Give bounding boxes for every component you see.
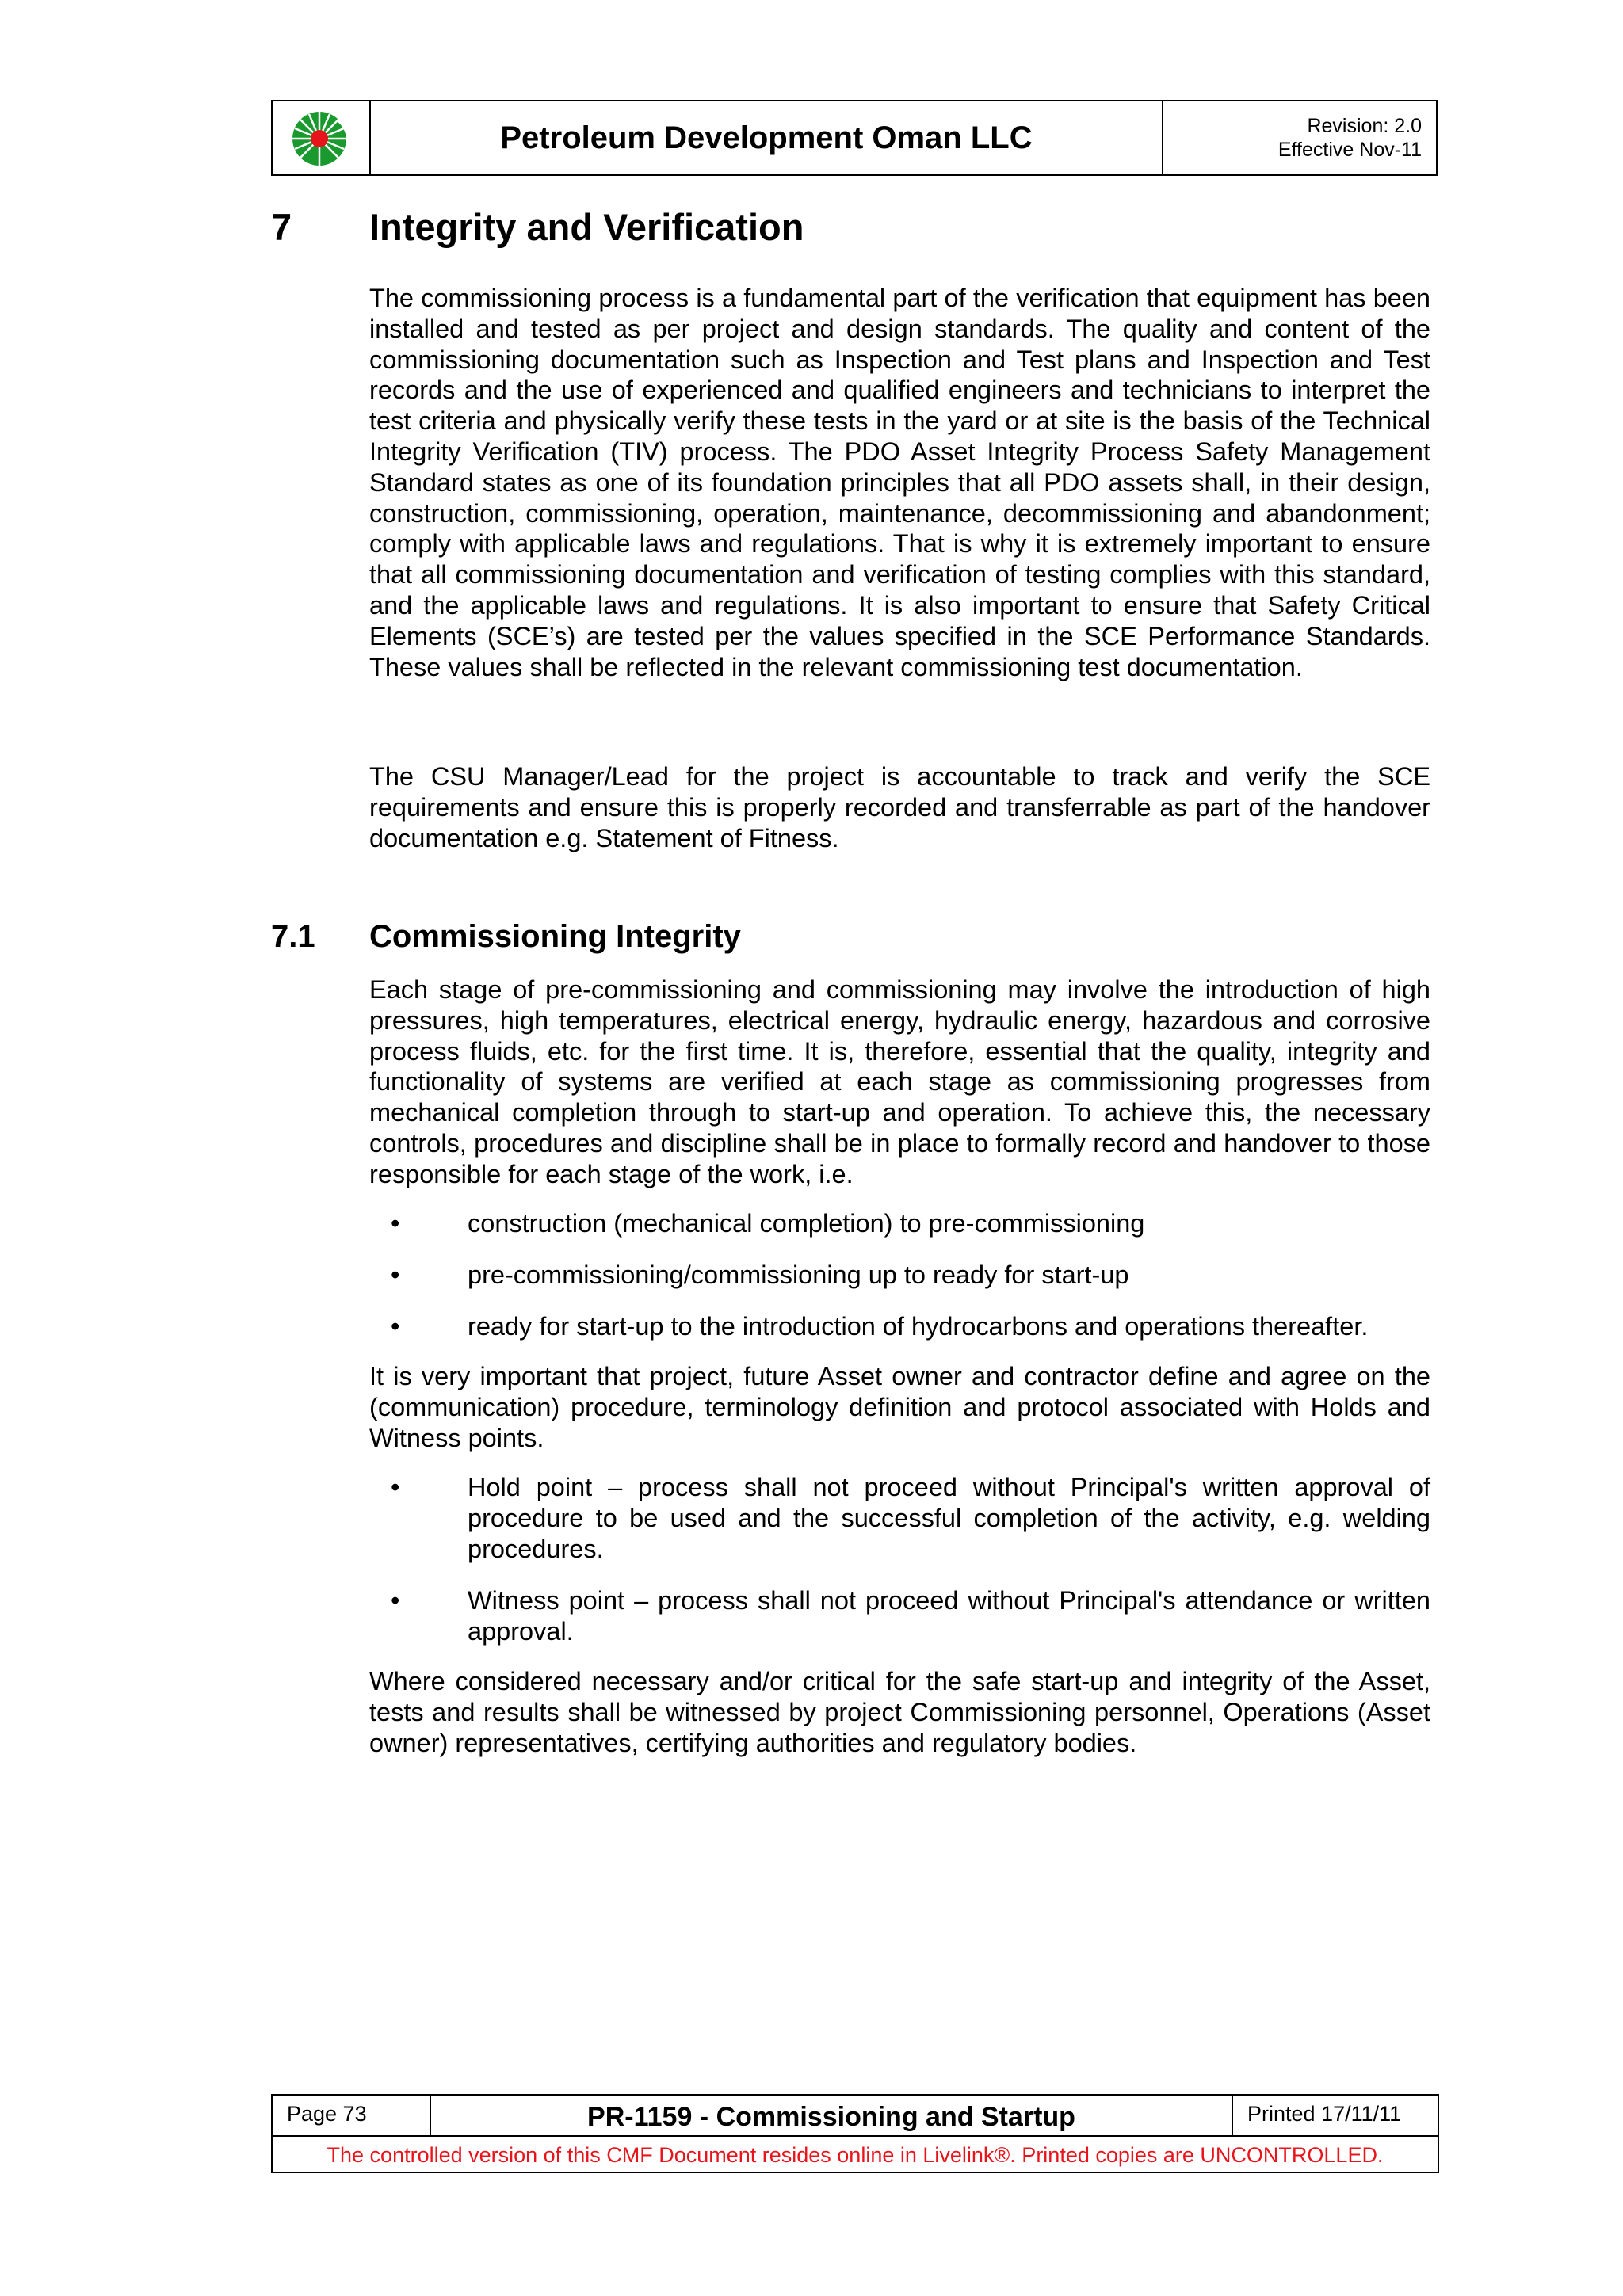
closing-paragraph: Where considered necessary and/or critical for the safe start-up and integrity of the Asset, tests and results shall be witnessed by project Commissioning personnel, Operations (Asset owner) representatives, certifying authorities and regulatory bodies. [369,1667,1430,1757]
stage-text: pre-commissioning/commissioning up to ready for start-up [468,1261,1129,1289]
subsection-title: Commissioning Integrity [369,919,741,954]
document-title: PR-1159 - Commissioning and Startup [431,2096,1233,2135]
bullet-icon: • [391,1312,400,1341]
effective-date: Effective Nov-11 [1277,139,1422,161]
section-number: 7 [271,206,292,248]
printed-date: Printed 17/11/11 [1247,2102,1402,2126]
bullet-icon: • [391,1261,400,1289]
revision-label: Revision: 2.0 [1307,115,1422,137]
pdo-logo-icon [288,109,354,167]
section-title: Integrity and Verification [369,206,804,248]
subsection-intro: Each stage of pre-commissioning and commissioning may involve the introduction of high pressures, high temperatures, electrical energy, hydraulic energy, hazardous and corrosive process fluids, etc. for the first time. It is, therefore, essential that the quality, integrity and functionality of systems are verified at each stage as commissioning progresses from mechanical completion through to start-up and operation. To achieve this, the necessary controls, procedures and discipline shall be in place to formally record and handover to those responsible for each stage of the work, i.e. [369,975,1430,1188]
section-paragraph-2: The CSU Manager/Lead for the project is accountable to track and verify the SCE requirements and ensure this is properly recorded and transferrable as part of the handover documentation e.g. Statement of Fitness. [369,762,1430,852]
witness-point-text: Witness point – process shall not proceed without Principal's attendance or written approval. [468,1586,1430,1646]
subsection-number: 7.1 [271,919,315,954]
page-footer [271,2094,1439,2173]
hold-point-text: Hold point – process shall not proceed without Principal's written approval of procedure to be used and the successful completion of the activity, e.g. welding procedures. [468,1473,1430,1563]
bullet-icon: • [391,1586,400,1615]
stage-text: ready for start-up to the introduction of hydrocarbons and operations thereafter. [468,1312,1369,1341]
bullet-icon: • [391,1209,400,1238]
page-header [271,100,1438,176]
section-paragraph-1: The commissioning process is a fundamental part of the verification that equipment has been installed and tested as per project and design standards. The quality and content of the commissioning documentation such as Inspection and Test plans and Inspection and Test records and the use of experienced and qualified engineers and technicians to interpret the test criteria and physically verify these tests in the yard or at site is the basis of the Technical Integrity Verification (TIV) process. The PDO Asset Integrity Process Safety Management Standard states as one of its foundation principles that all PDO assets shall, in their design, construction, commissioning, operation, maintenance, decommissioning and abandonment; comply with applicable laws and regulations. That is why it is extremely important to ensure that all commissioning documentation and verification of testing complies with this standard, and the applicable laws and regulations. It is also important to ensure that Safety Critical Elements (SCE’s) are tested per the values specified in the SCE Performance Standards. These values shall be reflected in the relevant commissioning test documentation. [369,284,1430,681]
footer-row [273,2096,1438,2137]
page-number: Page 73 [273,2096,431,2135]
company-name: Petroleum Development Oman LLC [371,101,1163,174]
holds-witness-paragraph: It is very important that project, future Asset owner and contractor define and agree on the (communication) procedure, terminology definition and protocol associated with Holds and Witness points. [369,1362,1430,1452]
logo-cell [273,101,371,174]
stage-text: construction (mechanical completion) to pre-commissioning [468,1209,1145,1238]
controlled-copy-notice: The controlled version of this CMF Document resides online in Livelink®. Printed copies are UNCONTROLLED. [327,2143,1384,2167]
revision-info [1163,101,1436,174]
bullet-icon: • [391,1473,400,1501]
